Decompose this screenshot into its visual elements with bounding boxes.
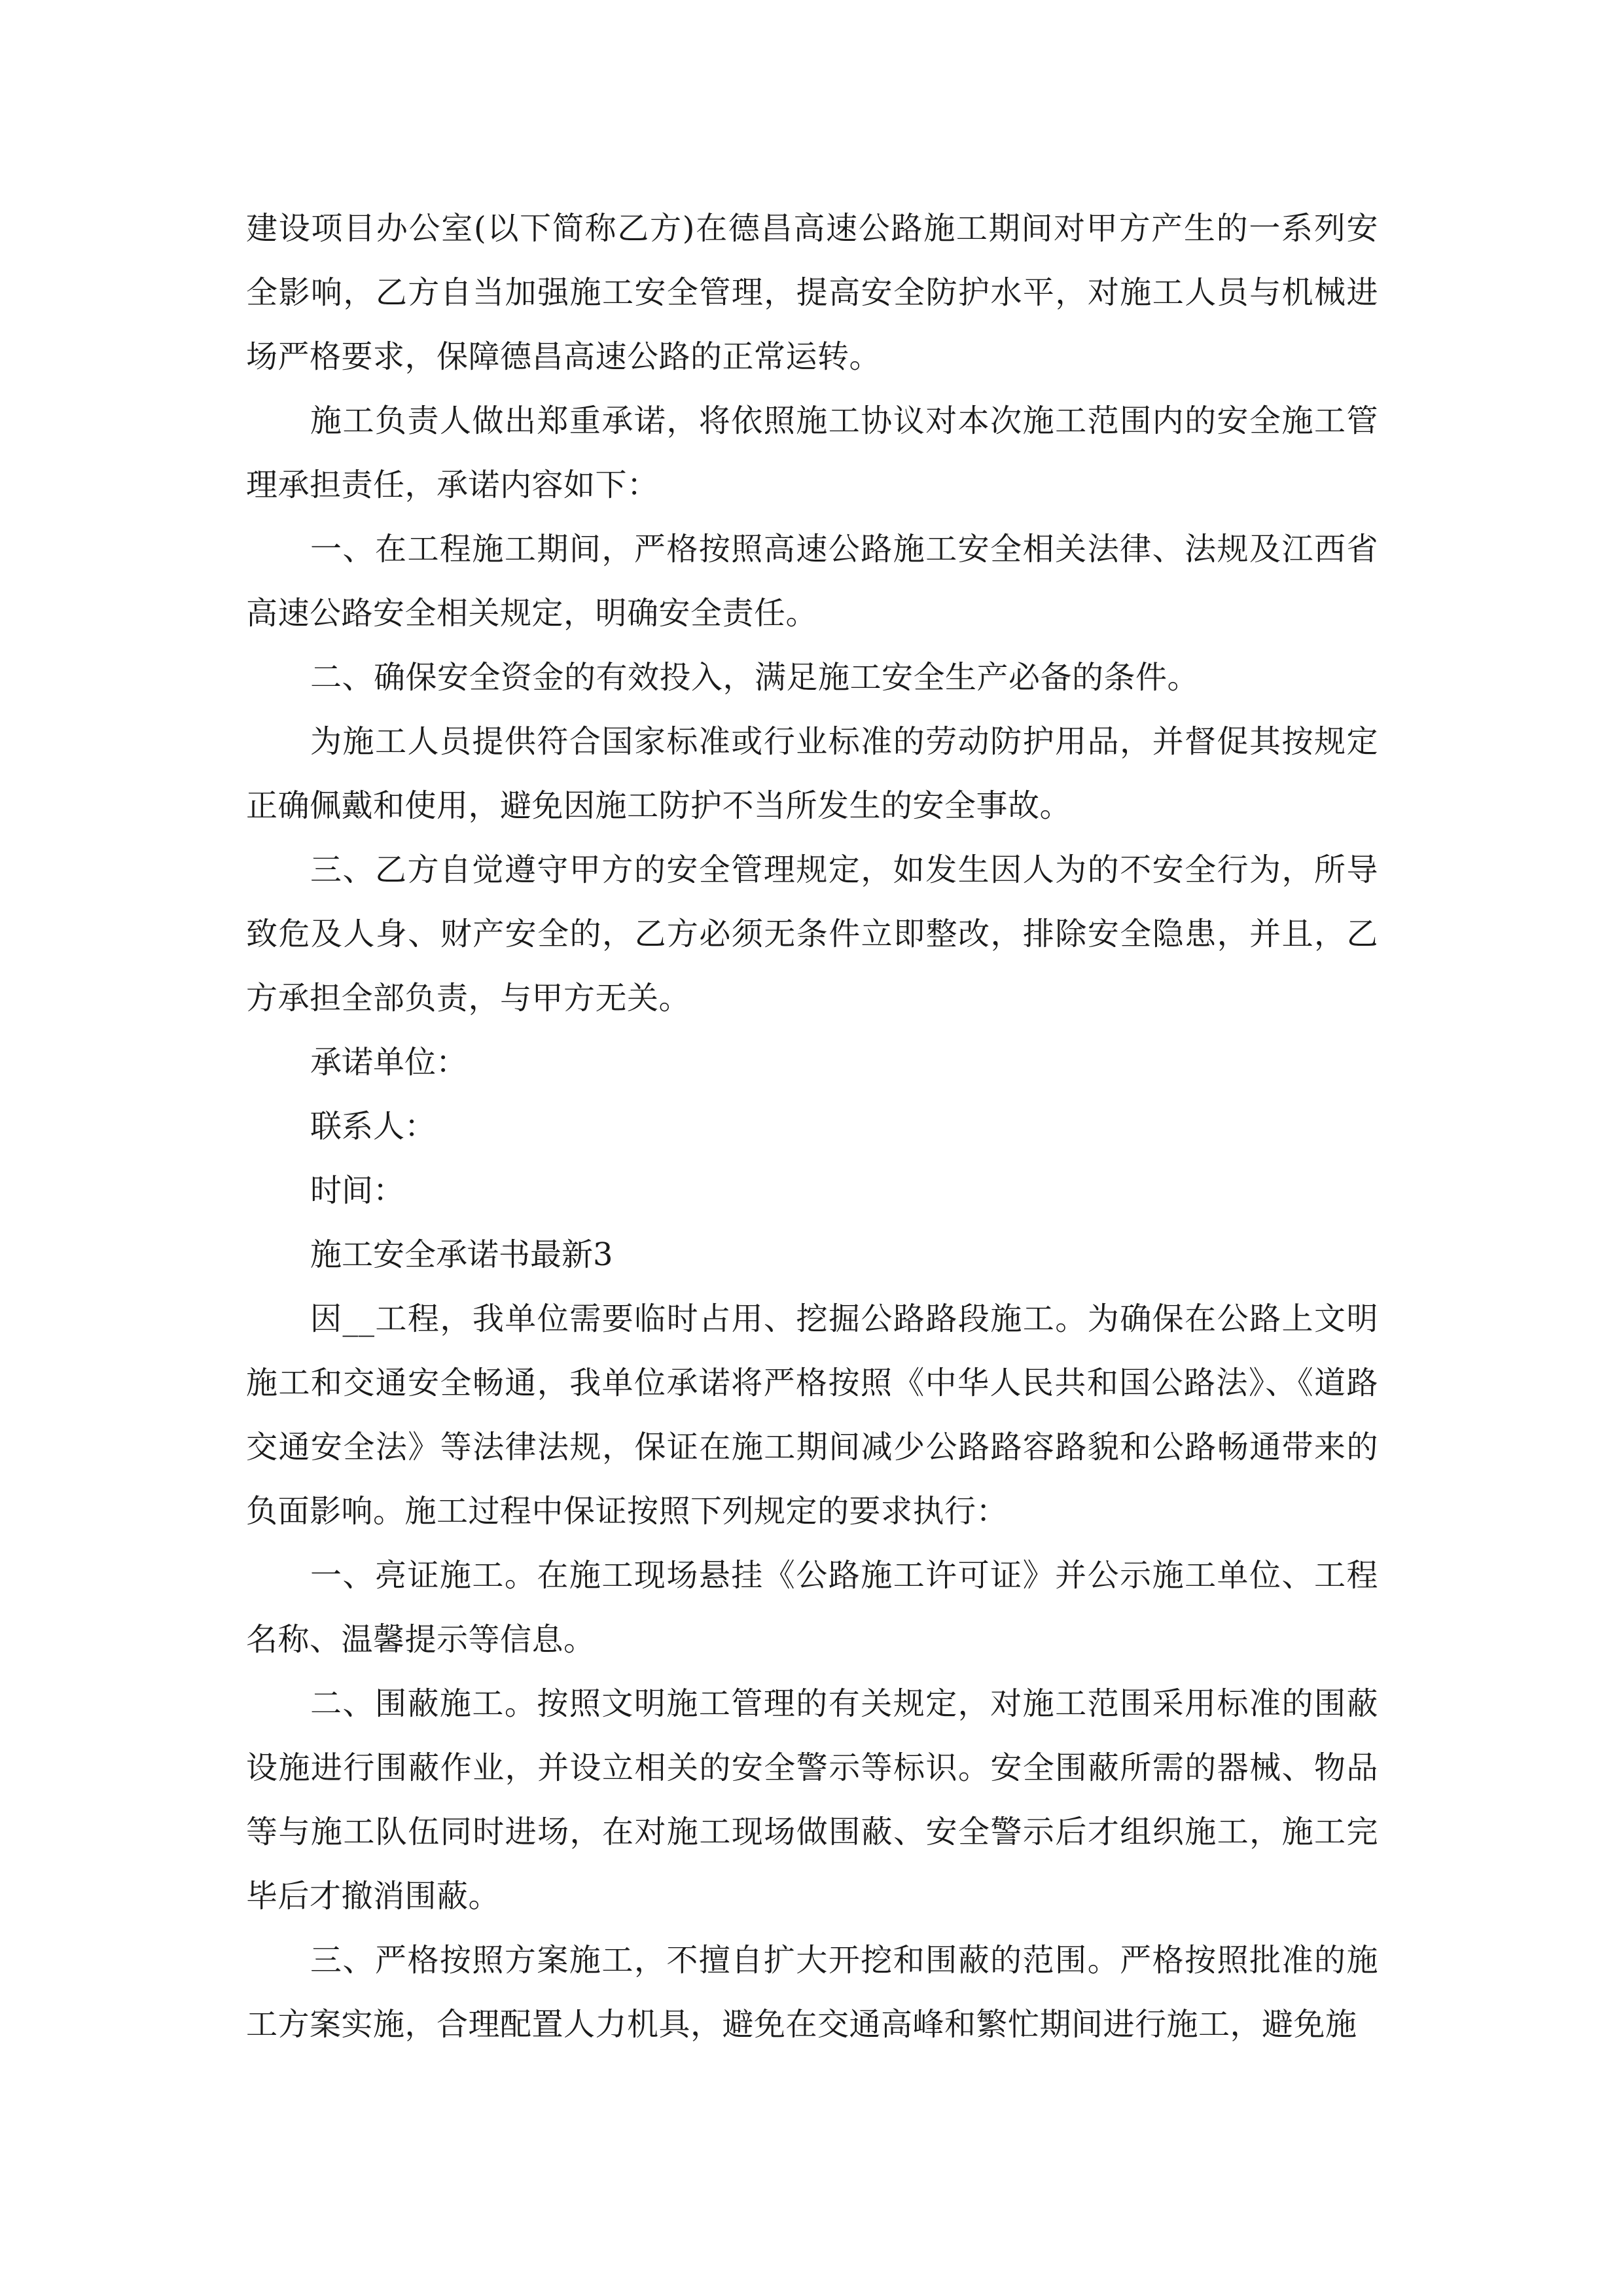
signature-contact-label: 联系人：	[310, 1108, 437, 1145]
paragraph-section3-item-2: 二、围蔽施工。按照文明施工管理的有关规定，对施工范围采用标准的围蔽设施进行围蔽作业，并设立相关的安全警示等标识。安全围蔽所需的器械、物品等与施工队伍同时进场，在对施工现场做围蔽、安全警示后才组织施工，施工完毕后才撤消围蔽。	[246, 1685, 1378, 1914]
signature-date-label: 时间：	[310, 1172, 405, 1209]
paragraph-intro-continued: 建设项目办公室(以下简称乙方)在德昌高速公路施工期间对甲方产生的一系列安全影响，乙方自当加强施工安全管理，提高安全防护水平，对施工人员与机械进场严格要求，保障德昌高速公路的正常运转。	[246, 210, 1378, 375]
signature-unit-label: 承诺单位：	[310, 1044, 468, 1081]
document-body	[246, 196, 1378, 2056]
paragraph-commitment-statement: 施工负责人做出郑重承诺，将依照施工协议对本次施工范围内的安全施工管理承担责任，承诺内容如下：	[246, 403, 1378, 503]
paragraph-section3-intro: 因__工程，我单位需要临时占用、挖掘公路路段施工。为确保在公路上文明施工和交通安全畅通，我单位承诺将严格按照《中华人民共和国公路法》、《道路交通安全法》等法律法规，保证在施工期间减少公路路容路貌和公路畅通带来的负面影响。施工过程中保证按照下列规定的要求执行：	[246, 1300, 1378, 1530]
paragraph-item-2: 二、确保安全资金的有效投入，满足施工安全生产必备的条件。	[310, 659, 1200, 696]
paragraph-section3-item-3: 三、严格按照方案施工，不擅自扩大开挖和围蔽的范围。严格按照批准的施工方案实施，合理配置人力机具，避免在交通高峰和繁忙期间进行施工，避免施	[246, 1942, 1378, 2043]
paragraph-item-3: 三、乙方自觉遵守甲方的安全管理规定，如发生因人为的不安全行为，所导致危及人身、财产安全的，乙方必须无条件立即整改，排除安全隐患，并且，乙方承担全部负责，与甲方无关。	[246, 852, 1378, 1016]
section-heading: 施工安全承诺书最新3	[310, 1236, 613, 1273]
paragraph-section3-item-1: 一、亮证施工。在施工现场悬挂《公路施工许可证》并公示施工单位、工程名称、温馨提示等信息。	[246, 1557, 1378, 1658]
paragraph-protective-equipment: 为施工人员提供符合国家标准或行业标准的劳动防护用品，并督促其按规定正确佩戴和使用，避免因施工防护不当所发生的安全事故。	[246, 723, 1378, 824]
paragraph-item-1: 一、在工程施工期间，严格按照高速公路施工安全相关法律、法规及江西省高速公路安全相关规定，明确安全责任。	[246, 531, 1378, 632]
